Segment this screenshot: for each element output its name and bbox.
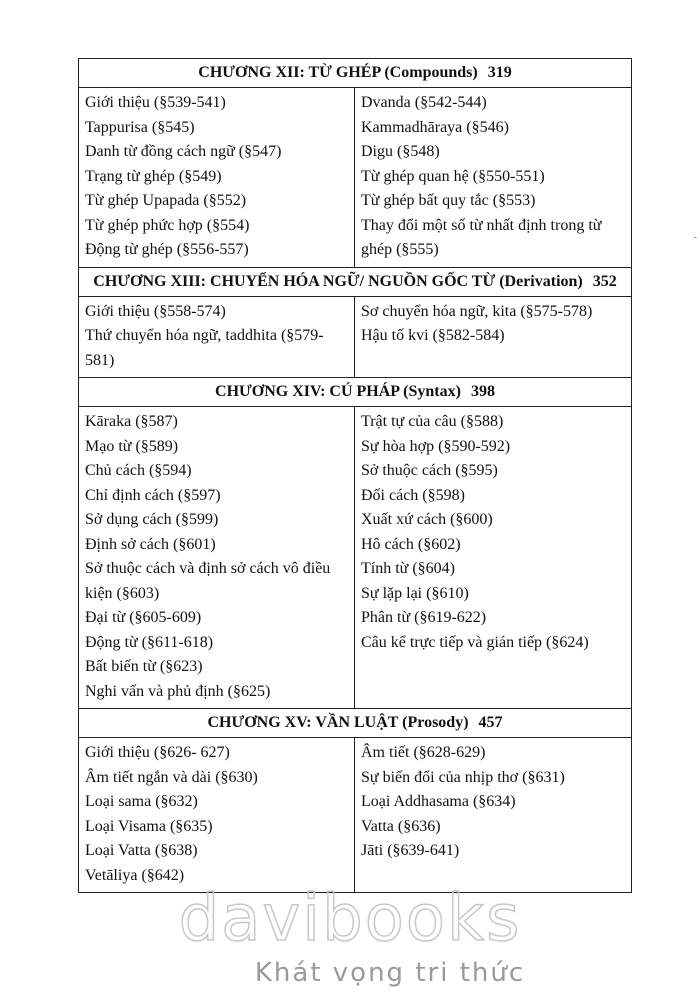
section-entry: Sự lặp lại (§610) — [361, 584, 469, 602]
section-entry: Giới thiệu (§539-541) — [85, 94, 226, 111]
section-column-left — [79, 407, 355, 708]
section-entry: Tính từ (§604) — [361, 560, 455, 577]
section-entry: Từ ghép bất quy tắc (§553) — [361, 192, 536, 209]
section-entry: Từ ghép Upapada (§552) — [85, 192, 247, 209]
watermark-brand: davibooks — [178, 882, 522, 956]
section-column-right — [355, 88, 631, 267]
section-entry: Sở dụng cách (§599) — [85, 511, 219, 528]
chapter-page-number: 457 — [478, 714, 503, 731]
section-entry: Trật tự của câu (§588) — [361, 413, 504, 430]
section-column-right — [355, 407, 631, 708]
chapter-title: CHƯƠNG XV: VẦN LUẬT (Prosody) — [207, 714, 469, 731]
chapter-title: CHƯƠNG XII: TỪ GHÉP (Compounds) — [198, 64, 478, 81]
chapter-sections — [79, 738, 631, 892]
section-entry: Sở thuộc cách (§595) — [361, 462, 498, 479]
section-entry: Từ ghép quan hệ (§550-551) — [361, 167, 545, 185]
section-entry: Câu kể trực tiếp và gián tiếp (§624) — [361, 633, 589, 651]
section-entry: Hô cách (§602) — [361, 535, 461, 553]
section-entry: Kāraka (§587) — [85, 413, 178, 430]
section-entry: Hậu tố kvi (§582-584) — [361, 327, 505, 344]
chapter-sections — [79, 88, 631, 268]
chapter-heading — [79, 709, 631, 738]
section-entry: Nghi vấn và phủ định (§625) — [85, 682, 271, 700]
section-entry: Đối cách (§598) — [361, 486, 465, 504]
section-entry: Sơ chuyển hóa ngữ, kita (§575-578) — [361, 302, 593, 320]
chapter-heading — [79, 378, 631, 407]
section-entry: Dvanda (§542-544) — [361, 94, 487, 111]
chapter-heading — [79, 59, 631, 88]
margin-mark: - — [693, 232, 697, 243]
section-entry: Sự biến đổi của nhịp thơ (§631) — [361, 768, 565, 786]
section-entry: Âm tiết (§628-629) — [361, 744, 486, 761]
section-entry: Chỉ định cách (§597) — [85, 486, 221, 504]
section-entry: Vatta (§636) — [361, 817, 441, 835]
section-entry: Kammadhāraya (§546) — [361, 118, 509, 136]
section-entry: Từ ghép phức hợp (§554) — [85, 216, 250, 234]
chapter-title: CHƯƠNG XIV: CÚ PHÁP (Syntax) — [215, 383, 461, 400]
chapter-title: CHƯƠNG XIII: CHUYỂN HÓA NGỮ/ NGUỒN GỐC TỪ (Derivation) — [93, 272, 583, 290]
section-column-left — [79, 297, 355, 378]
section-entry: Đại từ (§605-609) — [85, 609, 202, 626]
section-entry: Giới thiệu (§558-574) — [85, 302, 226, 320]
chapter-sections — [79, 297, 631, 379]
section-entry: Động từ ghép (§556-557) — [85, 241, 249, 258]
chapter-page-number: 319 — [487, 64, 512, 81]
section-entry: Trạng từ ghép (§549) — [85, 167, 222, 185]
section-column-left — [79, 88, 355, 267]
section-entry: Sự hòa hợp (§590-592) — [361, 437, 511, 455]
watermark-slogan: Khát vọng tri thức — [254, 958, 526, 988]
section-entry: Digu (§548) — [361, 143, 440, 160]
section-entry: Chủ cách (§594) — [85, 462, 192, 479]
section-column-left — [79, 738, 355, 892]
section-entry: Thay đổi một số từ nhất định trong từ ghép (§555) — [361, 216, 602, 258]
section-entry: Định sở cách (§601) — [85, 535, 216, 553]
section-entry: Jāti (§639-641) — [361, 842, 460, 859]
section-entry: Tappurisa (§545) — [85, 118, 195, 136]
section-entry: Vetāliya (§642) — [85, 866, 185, 884]
section-entry: Động từ (§611-618) — [85, 633, 214, 651]
section-entry: Phân từ (§619-622) — [361, 609, 487, 626]
section-entry: Loại Addhasama (§634) — [361, 793, 516, 810]
section-entry: Xuất xứ cách (§600) — [361, 511, 493, 528]
section-entry: Thứ chuyển hóa ngữ, taddhita (§579-581) — [85, 327, 324, 369]
chapter-page-number: 352 — [592, 272, 617, 290]
chapter-sections — [79, 407, 631, 709]
chapter-heading — [79, 268, 631, 297]
section-entry: Bất biến từ (§623) — [85, 658, 203, 675]
section-column-right — [355, 738, 631, 892]
section-entry: Mạo từ (§589) — [85, 437, 179, 455]
section-entry: Sở thuộc cách và định sở cách vô điều kiện (§603) — [85, 560, 331, 602]
section-entry: Loại Vatta (§638) — [85, 842, 198, 859]
table-of-contents — [78, 58, 632, 893]
section-entry: Giới thiệu (§626- 627) — [85, 744, 230, 761]
section-entry: Loại sama (§632) — [85, 793, 198, 810]
section-entry: Danh từ đồng cách ngữ (§547) — [85, 143, 282, 160]
section-column-right — [355, 297, 631, 378]
chapter-page-number: 398 — [470, 383, 495, 400]
section-entry: Âm tiết ngắn và dài (§630) — [85, 768, 258, 786]
section-entry: Loại Visama (§635) — [85, 817, 213, 835]
